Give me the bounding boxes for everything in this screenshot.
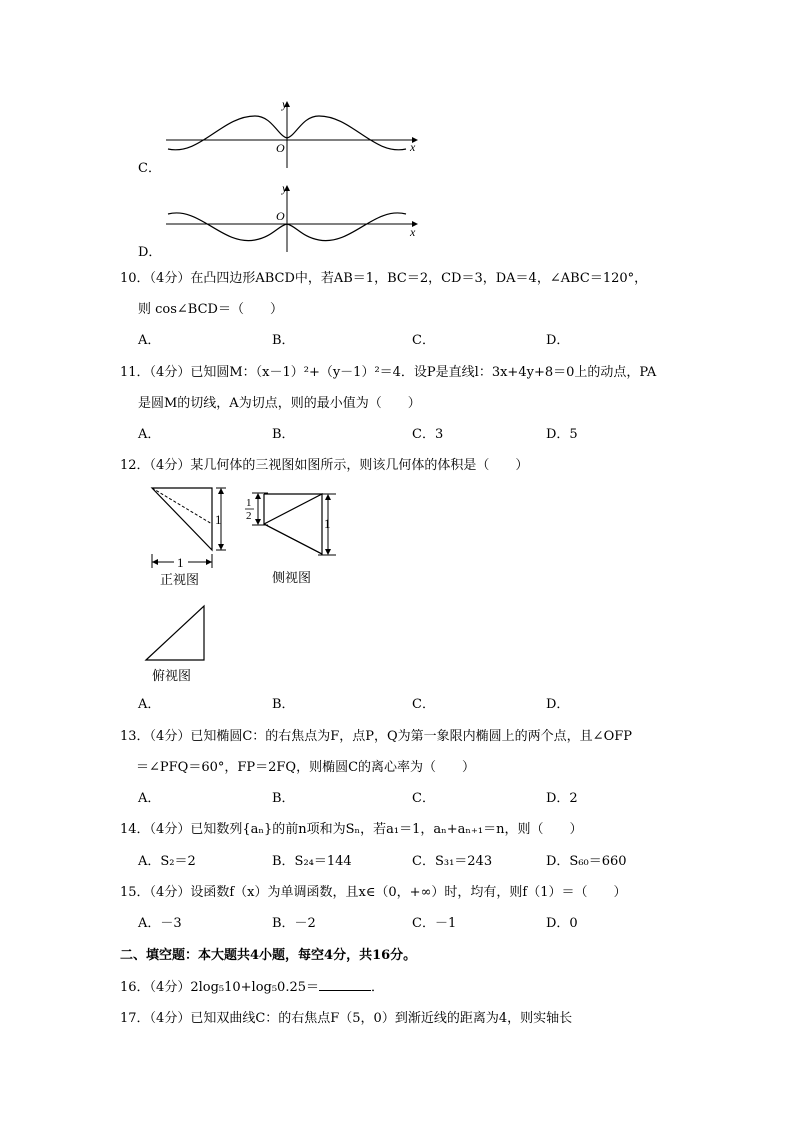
q11-option-a[interactable]: A． — [138, 427, 161, 442]
q16-answer-blank[interactable] — [319, 980, 371, 991]
q9-graph-c — [160, 98, 422, 170]
q15-option-d[interactable]: D．0 — [546, 916, 578, 931]
q13-option-a[interactable]: A． — [138, 791, 161, 806]
front-width-label: 1 — [177, 555, 184, 570]
top-view — [146, 606, 204, 683]
x-label: x — [410, 140, 416, 154]
top-view-label: 俯视图 — [152, 668, 192, 683]
origin-label: O — [276, 209, 285, 223]
q12-three-views — [140, 482, 380, 692]
side-half-num: 1 — [246, 497, 252, 509]
q10-stem-line2: 则 cos∠BCD＝（ ） — [138, 302, 283, 317]
q9-option-d-label: D． — [138, 245, 162, 260]
q11-stem-line2: 是圆M的切线，A为切点，则的最小值为（ ） — [138, 396, 421, 411]
q15-option-c[interactable]: C．－1 — [412, 916, 457, 931]
q16-stem: 16．（4分）2log₅10+log₅0.25＝ — [120, 980, 319, 995]
side-view-label: 侧视图 — [272, 570, 312, 585]
q16-end: ． — [371, 980, 385, 995]
q11-option-d[interactable]: D．5 — [546, 427, 578, 442]
front-view — [152, 488, 226, 587]
origin-label: O — [276, 141, 285, 155]
q10-stem-line1: 10．（4分）在凸四边形ABCD中，若AB＝1，BC＝2，CD＝3，DA＝4，∠ABC＝120°， — [120, 271, 648, 286]
y-label: y — [282, 98, 288, 111]
q15-stem: 15．（4分）设函数f（x）为单调函数，且x∈（0，+∞）时，均有，则f（1）＝（ ） — [120, 885, 627, 900]
q12-option-a[interactable]: A． — [138, 697, 161, 712]
q13-option-b[interactable]: B． — [272, 791, 295, 806]
q13-stem-line1: 13．（4分）已知椭圆C：的右焦点为F，点P，Q为第一象限内椭圆上的两个点，且∠OFP — [120, 729, 633, 744]
q11-stem-line1: 11．（4分）已知圆M：（x－1）²+（y－1）²＝4．设P是直线l：3x+4y+8＝0上的动点，PA — [120, 365, 657, 380]
q10-option-d[interactable]: D． — [546, 333, 570, 348]
q12-stem: 12．（4分）某几何体的三视图如图所示，则该几何体的体积是（ ） — [120, 458, 529, 473]
q14-option-b[interactable]: B．S₂₄＝144 — [272, 854, 352, 869]
q12-option-b[interactable]: B． — [272, 697, 295, 712]
front-height-label: 1 — [215, 512, 222, 527]
q15-option-b[interactable]: B．－2 — [272, 916, 316, 931]
q10-option-a[interactable]: A． — [138, 333, 161, 348]
q12-option-c[interactable]: C． — [412, 697, 435, 712]
side-height-label: 1 — [324, 516, 331, 531]
q13-stem-line2: ＝∠PFQ＝60°，FP＝2FQ，则椭圆C的离心率为（ ） — [136, 760, 476, 775]
x-label: x — [410, 225, 416, 239]
y-label: y — [282, 182, 288, 195]
q11-option-b[interactable]: B． — [272, 427, 295, 442]
q14-option-a[interactable]: A．S₂＝2 — [138, 854, 196, 869]
q16-line — [120, 980, 384, 994]
q12-option-d[interactable]: D． — [546, 697, 570, 712]
q14-option-d[interactable]: D．S₆₀＝660 — [546, 854, 627, 869]
front-view-label: 正视图 — [160, 572, 200, 587]
side-half-den: 2 — [246, 510, 252, 522]
q17-stem: 17．（4分）已知双曲线C：的右焦点F（5，0）到渐近线的距离为4，则实轴长 — [120, 1011, 573, 1026]
q13-option-d[interactable]: D．2 — [546, 791, 578, 806]
q10-option-c[interactable]: C． — [412, 333, 435, 348]
q9-graph-d — [160, 182, 422, 254]
q10-option-b[interactable]: B． — [272, 333, 295, 348]
q15-option-a[interactable]: A．－3 — [138, 916, 182, 931]
q14-stem: 14．（4分）已知数列{aₙ}的前n项和为Sₙ，若a₁＝1，aₙ+aₙ₊₁＝n，则（ ） — [120, 822, 583, 837]
q14-option-c[interactable]: C．S₃₁＝243 — [412, 854, 493, 869]
section-2-title: 二、填空题：本大题共4小题，每空4分，共16分。 — [120, 948, 417, 963]
side-view — [245, 493, 336, 585]
q11-option-c[interactable]: C．3 — [412, 427, 444, 442]
q13-option-c[interactable]: C． — [412, 791, 435, 806]
q9-option-c-label: C． — [138, 161, 161, 176]
